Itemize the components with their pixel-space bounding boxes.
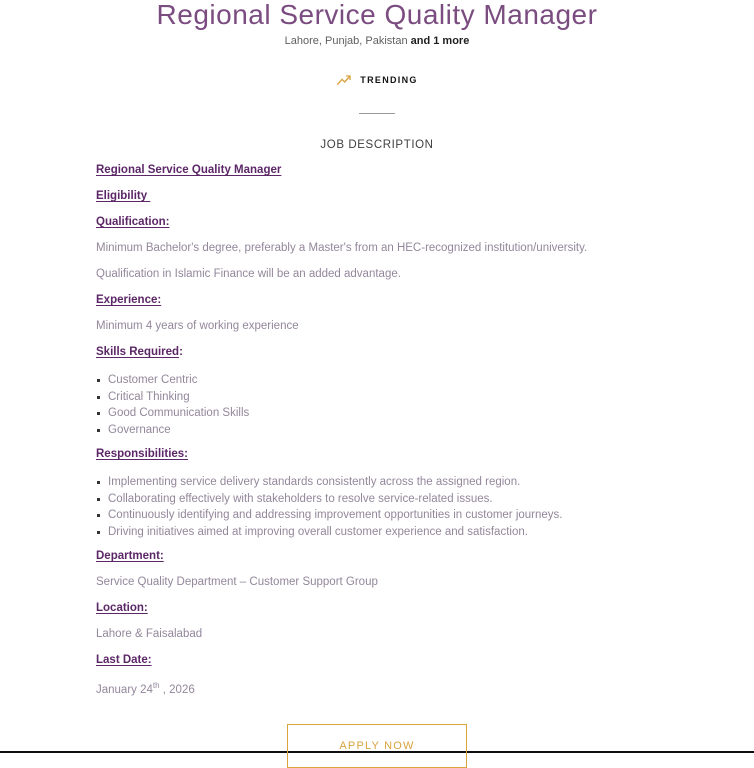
job-description-heading: JOB DESCRIPTION: [320, 139, 434, 151]
list-item: Governance: [96, 422, 648, 439]
experience-text: Minimum 4 years of working experience: [96, 320, 299, 332]
list-item: Critical Thinking: [96, 389, 648, 406]
job-location-more[interactable]: and 1 more: [410, 35, 470, 47]
trending-up-icon: [336, 73, 352, 87]
page-title: Regional Service Quality Manager: [156, 0, 598, 30]
section-divider: [359, 113, 395, 114]
section-heading-skills: Skills Required:: [96, 346, 183, 358]
list-item: Implementing service delivery standards consistently across the assigned region.: [96, 474, 648, 491]
section-heading-last-date: Last Date:: [96, 654, 152, 666]
list-item: Customer Centric: [96, 372, 648, 389]
skills-list: [96, 372, 648, 438]
department-text: Service Quality Department – Customer Support Group: [96, 576, 378, 588]
job-location-line: [0, 35, 754, 47]
job-description-body: [96, 164, 648, 696]
responsibilities-list: [96, 474, 648, 540]
section-heading-location: Location:: [96, 602, 148, 614]
list-item: Good Communication Skills: [96, 405, 648, 422]
apply-section: [0, 724, 754, 768]
section-heading-eligibility: Eligibility: [96, 190, 151, 202]
trending-badge: [0, 73, 754, 87]
job-location-text: Lahore, Punjab, Pakistan: [284, 35, 411, 47]
job-header: [0, 0, 754, 151]
list-item: Continuously identifying and addressing improvement opportunities in customer journeys.: [96, 507, 648, 524]
qualification-text-2: Qualification in Islamic Finance will be an added advantage.: [96, 268, 401, 280]
location-text: Lahore & Faisalabad: [96, 628, 203, 640]
section-heading-responsibilities: Responsibilities:: [96, 448, 189, 460]
section-heading-qualification: Qualification:: [96, 216, 170, 228]
apply-now-button[interactable]: APPLY NOW: [287, 724, 467, 768]
list-item: Collaborating effectively with stakeholders to resolve service-related issues.: [96, 491, 648, 508]
section-heading-job-title: Regional Service Quality Manager: [96, 164, 282, 176]
section-heading-department: Department:: [96, 550, 164, 562]
qualification-text-1: Minimum Bachelor's degree, preferably a Master's from an HEC-recognized institution/university.: [96, 242, 588, 254]
list-item: Driving initiatives aimed at improving overall customer experience and satisfaction.: [96, 524, 648, 541]
trending-label: TRENDING: [360, 75, 418, 85]
last-date-text: January 24th , 2026: [96, 681, 195, 696]
section-heading-experience: Experience:: [96, 294, 162, 306]
